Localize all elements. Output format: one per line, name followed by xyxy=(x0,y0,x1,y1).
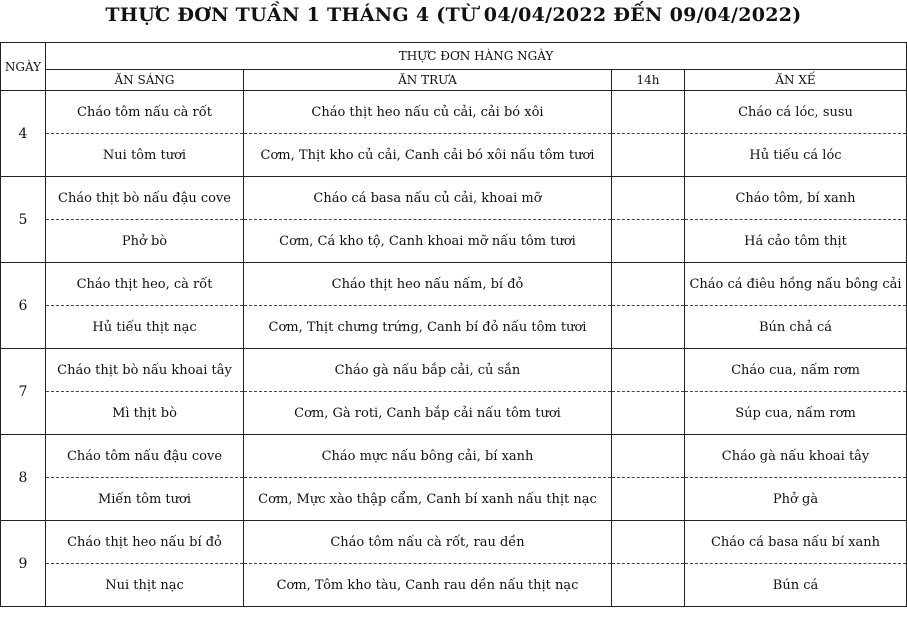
day-cell: 6 xyxy=(1,263,46,349)
breakfast-cell: Cháo thịt bò nấu khoai tây xyxy=(46,349,244,392)
table-row xyxy=(1,478,907,521)
afternoon-cell: Cháo tôm, bí xanh xyxy=(685,177,907,220)
table-body xyxy=(1,91,907,607)
afternoon-cell: Súp cua, nấm rơm xyxy=(685,392,907,435)
snack-14h-cell xyxy=(612,349,685,392)
breakfast-cell: Cháo thịt heo, cà rốt xyxy=(46,263,244,306)
table-row xyxy=(1,349,907,392)
day-column-header: NGÀY xyxy=(1,43,46,91)
breakfast-cell: Mì thịt bò xyxy=(46,392,244,435)
afternoon-cell: Cháo cá lóc, susu xyxy=(685,91,907,134)
day-cell: 8 xyxy=(1,435,46,521)
snack-14h-column-header: 14h xyxy=(612,70,685,91)
day-cell: 5 xyxy=(1,177,46,263)
snack-14h-cell xyxy=(612,177,685,220)
lunch-cell: Cơm, Thịt kho củ cải, Canh cải bó xôi nấu tôm tươi xyxy=(244,134,612,177)
afternoon-cell: Cháo gà nấu khoai tây xyxy=(685,435,907,478)
snack-14h-cell xyxy=(612,478,685,521)
snack-14h-cell xyxy=(612,435,685,478)
lunch-cell: Cơm, Thịt chưng trứng, Canh bí đỏ nấu tôm tươi xyxy=(244,306,612,349)
snack-14h-cell xyxy=(612,134,685,177)
table-row xyxy=(1,220,907,263)
breakfast-cell: Cháo thịt bò nấu đậu cove xyxy=(46,177,244,220)
snack-14h-cell xyxy=(612,91,685,134)
snack-14h-cell xyxy=(612,263,685,306)
day-cell: 4 xyxy=(1,91,46,177)
breakfast-cell: Cháo tôm nấu đậu cove xyxy=(46,435,244,478)
table-row xyxy=(1,564,907,607)
afternoon-cell: Cháo cua, nấm rơm xyxy=(685,349,907,392)
lunch-cell: Cơm, Gà roti, Canh bắp cải nấu tôm tươi xyxy=(244,392,612,435)
breakfast-cell: Cháo tôm nấu cà rốt xyxy=(46,91,244,134)
page-title: THỰC ĐƠN TUẦN 1 THÁNG 4 (TỪ 04/04/2022 ĐẾN 09/04/2022) xyxy=(105,4,802,26)
breakfast-cell: Nui tôm tươi xyxy=(46,134,244,177)
table-row xyxy=(1,91,907,134)
table-row xyxy=(1,521,907,564)
lunch-cell: Cháo cá basa nấu củ cải, khoai mỡ xyxy=(244,177,612,220)
weekly-menu-table xyxy=(0,42,907,607)
snack-14h-cell xyxy=(612,392,685,435)
snack-14h-cell xyxy=(612,306,685,349)
snack-14h-cell xyxy=(612,521,685,564)
lunch-cell: Cháo thịt heo nấu nấm, bí đỏ xyxy=(244,263,612,306)
snack-14h-cell xyxy=(612,220,685,263)
afternoon-cell: Cháo cá điêu hồng nấu bông cải xyxy=(685,263,907,306)
afternoon-cell: Hủ tiếu cá lóc xyxy=(685,134,907,177)
breakfast-cell: Phở bò xyxy=(46,220,244,263)
afternoon-cell: Phở gà xyxy=(685,478,907,521)
lunch-cell: Cơm, Cá kho tộ, Canh khoai mỡ nấu tôm tươi xyxy=(244,220,612,263)
afternoon-cell: Bún chả cá xyxy=(685,306,907,349)
breakfast-column-header: ĂN SÁNG xyxy=(46,70,244,91)
table-row xyxy=(1,177,907,220)
table-row xyxy=(1,134,907,177)
table-header xyxy=(1,43,907,91)
lunch-cell: Cháo tôm nấu cà rốt, rau dền xyxy=(244,521,612,564)
lunch-cell: Cháo mực nấu bông cải, bí xanh xyxy=(244,435,612,478)
lunch-column-header: ĂN TRƯA xyxy=(244,70,612,91)
day-cell: 9 xyxy=(1,521,46,607)
breakfast-cell: Nui thịt nạc xyxy=(46,564,244,607)
afternoon-cell: Cháo cá basa nấu bí xanh xyxy=(685,521,907,564)
table-row xyxy=(1,435,907,478)
daily-menu-header: THỰC ĐƠN HÀNG NGÀY xyxy=(46,43,907,70)
breakfast-cell: Miến tôm tươi xyxy=(46,478,244,521)
table-row xyxy=(1,392,907,435)
lunch-cell: Cơm, Mực xào thập cẩm, Canh bí xanh nấu thịt nạc xyxy=(244,478,612,521)
afternoon-column-header: ĂN XẾ xyxy=(685,70,907,91)
afternoon-cell: Bún cá xyxy=(685,564,907,607)
lunch-cell: Cháo thịt heo nấu củ cải, cải bó xôi xyxy=(244,91,612,134)
breakfast-cell: Hủ tiếu thịt nạc xyxy=(46,306,244,349)
breakfast-cell: Cháo thịt heo nấu bí đỏ xyxy=(46,521,244,564)
snack-14h-cell xyxy=(612,564,685,607)
afternoon-cell: Há cảo tôm thịt xyxy=(685,220,907,263)
lunch-cell: Cháo gà nấu bắp cải, củ sắn xyxy=(244,349,612,392)
table-row xyxy=(1,263,907,306)
day-cell: 7 xyxy=(1,349,46,435)
lunch-cell: Cơm, Tôm kho tàu, Canh rau dền nấu thịt nạc xyxy=(244,564,612,607)
table-row xyxy=(1,306,907,349)
